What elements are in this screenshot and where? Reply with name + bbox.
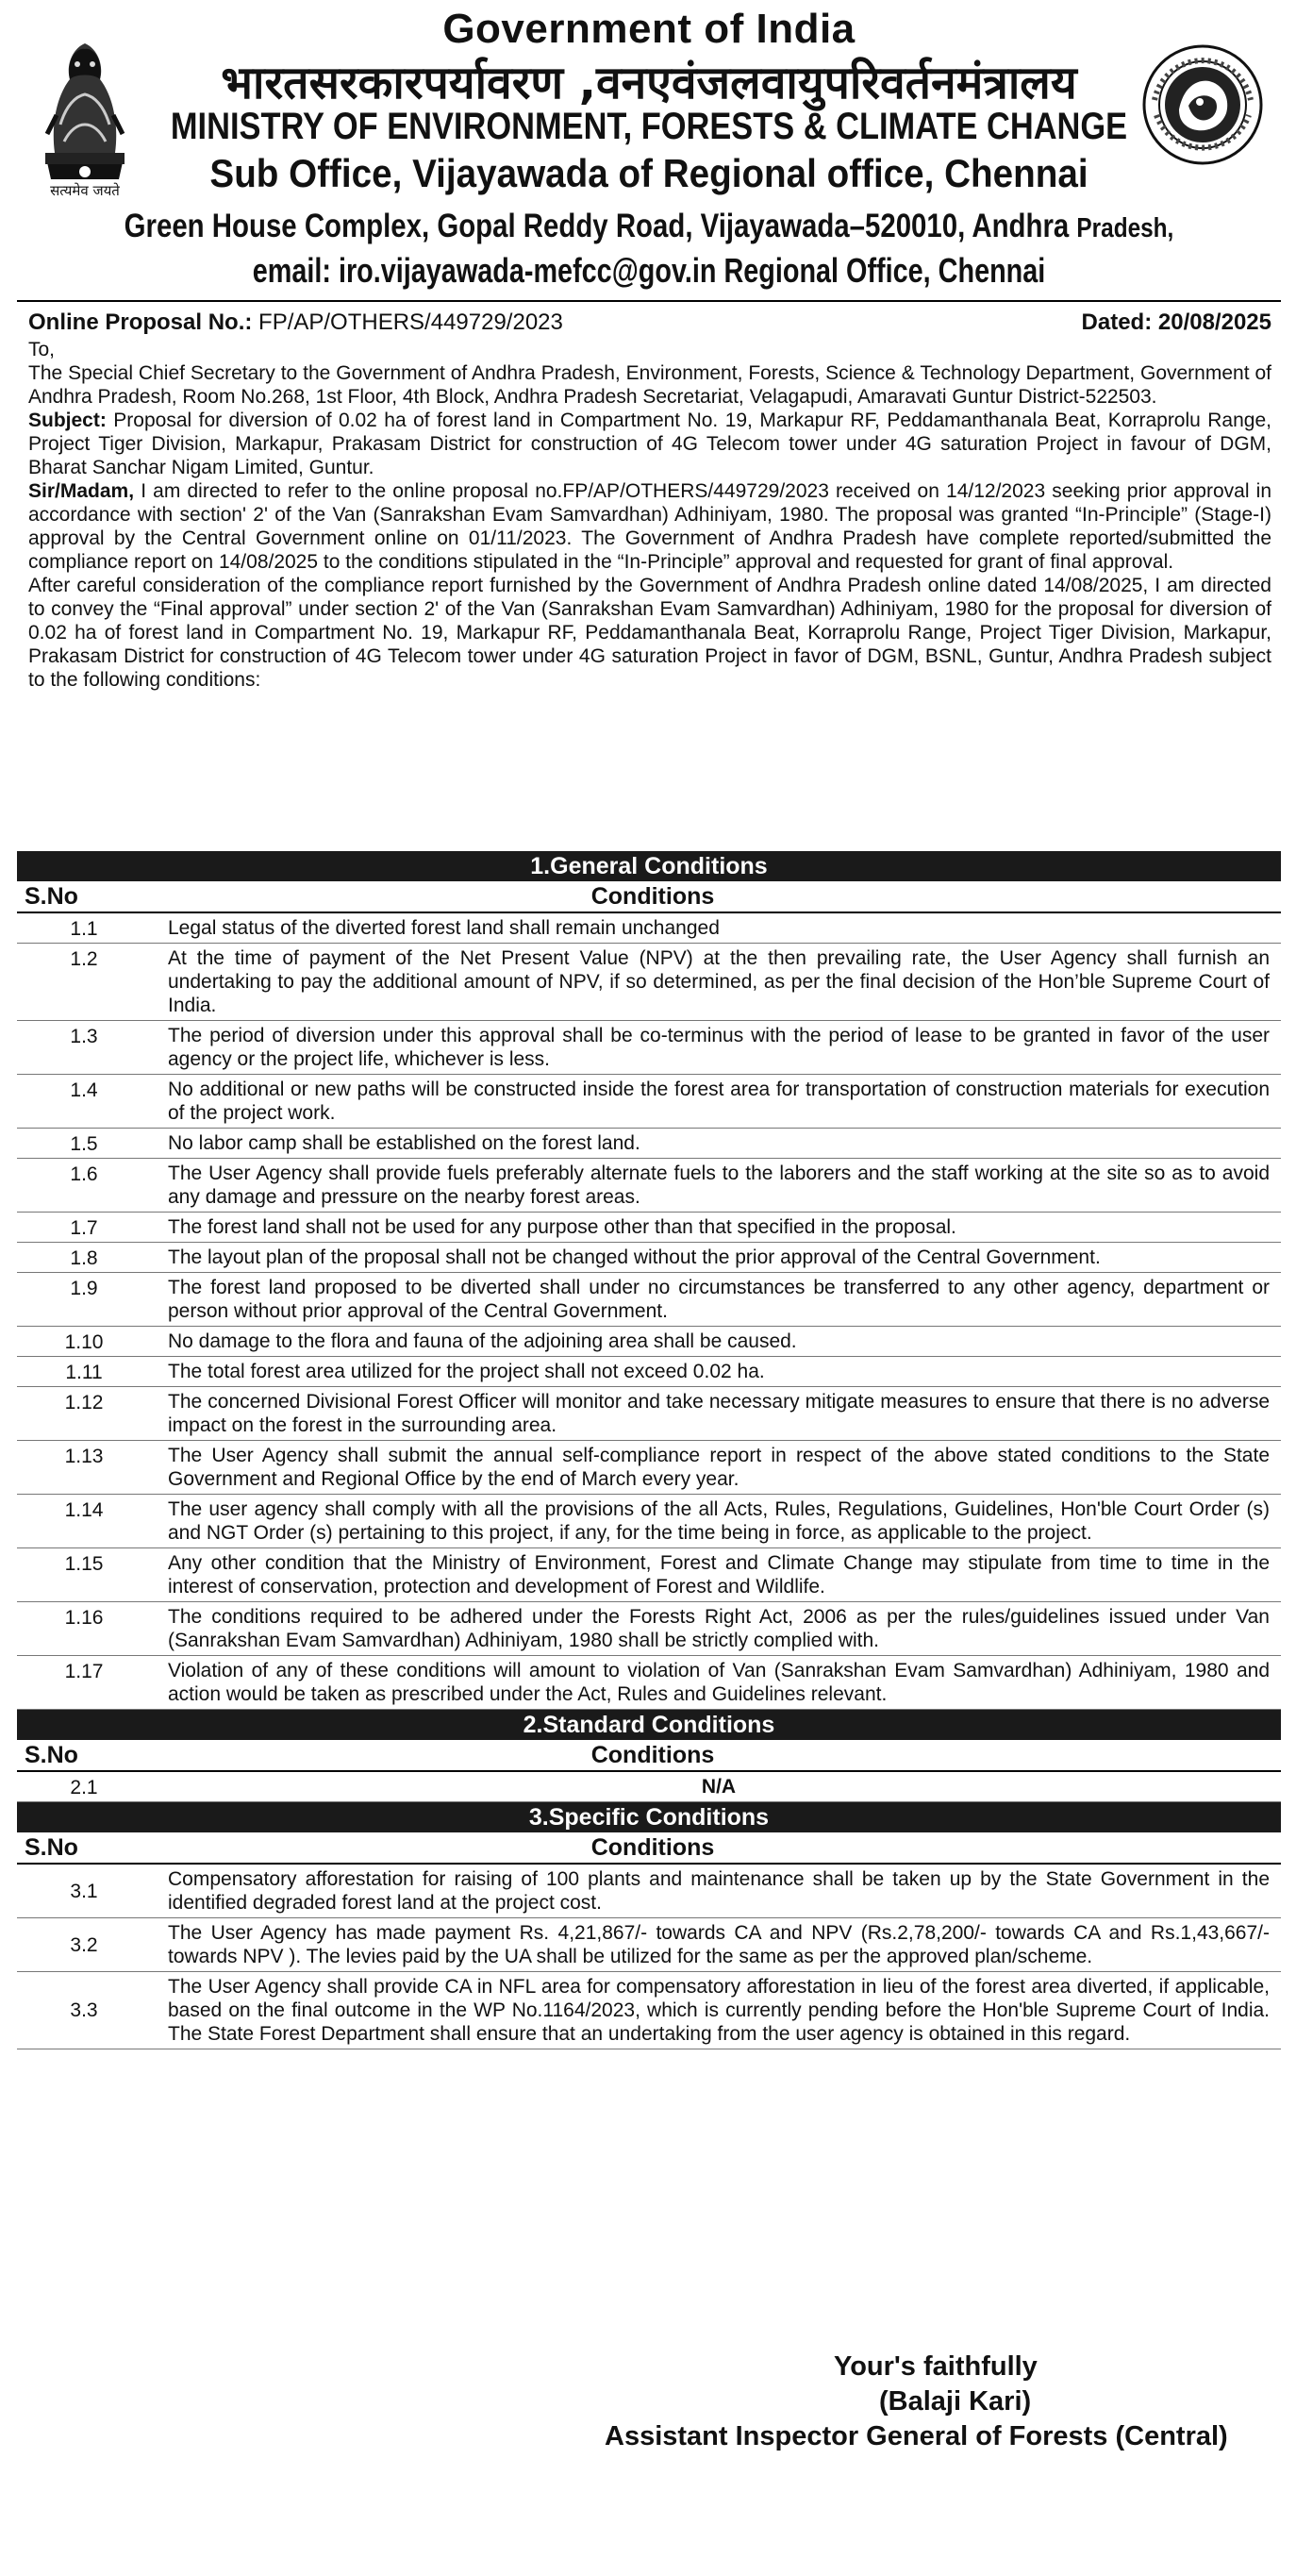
- condition-text: The User Agency has made payment Rs. 4,21,867/- towards CA and NPV (Rs.2,78,200/- towards CA and Rs.1,43,667/- towards NPV ). The levies paid by the UA shall be utilized for the same as per the approved plan/scheme.: [168, 1922, 1270, 1967]
- table-row: [17, 1129, 1281, 1159]
- condition-text: Legal status of the diverted forest land shall remain unchanged: [168, 917, 720, 939]
- table-row: [17, 1075, 1281, 1129]
- header-divider: [17, 300, 1281, 302]
- address-state: Pradesh,: [1076, 213, 1174, 243]
- addressee: The Special Chief Secretary to the Government of Andhra Pradesh, Environment, Forests, Science & Technology Department, Government of Andhra Pradesh, Room No.268, 1st Floor, 4th Block, Andhra Pradesh Secretariat, Velagapudi, Amaravati Guntur District-522503.: [28, 362, 1271, 408]
- salutation: Sir/Madam,: [28, 480, 135, 502]
- table-row: [17, 944, 1281, 1021]
- address-main: Green House Complex, Gopal Reddy Road, Vijayawada–520010, Andhra: [124, 208, 1077, 244]
- condition-text: The forest land shall not be used for any purpose other than that specified in the proposal.: [168, 1216, 956, 1238]
- ministry-hindi-title: भारतसरकारपर्यावरण ,वनएवंजलवायुपरिवर्तनमंत्रालय: [221, 57, 1077, 109]
- signatory-designation: Assistant Inspector General of Forests (Central): [605, 2421, 1228, 2451]
- signatory-name: (Balaji Kari): [879, 2386, 1032, 2417]
- row-number: 1.2: [70, 948, 98, 970]
- row-number: 3.2: [70, 1933, 98, 1956]
- column-conditions: Conditions: [590, 883, 715, 910]
- row-number: 1.11: [65, 1362, 103, 1383]
- proposal-value: FP/AP/OTHERS/449729/2023: [252, 309, 563, 335]
- government-title: Government of India: [442, 6, 856, 52]
- table-row: [17, 1602, 1281, 1656]
- condition-text: N/A: [701, 1776, 737, 1798]
- proposal-label: Online Proposal No.:: [28, 309, 253, 335]
- table-row: [17, 1548, 1281, 1602]
- condition-text: The User Agency shall provide fuels preferably alternate fuels to the laborers and the staff working at the site so as to avoid any damage and pressure on the nearby forest areas.: [168, 1163, 1270, 1208]
- row-number: 1.16: [64, 1607, 104, 1629]
- row-number: 1.9: [70, 1278, 98, 1299]
- row-number: 1.6: [70, 1163, 98, 1185]
- table-row: [17, 1772, 1281, 1802]
- condition-text: At the time of payment of the Net Present Value (NPV) at the then prevailing rate, the User Agency shall furnish an undertaking to pay the additional amount of NPV, if so determined, as per the final decision of the Hon’ble Supreme Court of India.: [168, 947, 1270, 1016]
- table-column-header: [17, 1740, 1281, 1772]
- ministry-title: MINISTRY OF ENVIRONMENT, FORESTS & CLIMATE CHANGE: [170, 106, 1128, 147]
- emblem-caption: सत्यमेव जयते: [50, 182, 120, 199]
- paragraph-1: [28, 479, 1271, 574]
- proposal-number: [28, 308, 563, 338]
- row-number: 3.1: [70, 1880, 98, 1902]
- row-number: 1.7: [70, 1217, 98, 1239]
- column-conditions: Conditions: [590, 1834, 715, 1861]
- table-row: [17, 1021, 1281, 1075]
- section-heading: 2.Standard Conditions: [17, 1710, 1281, 1740]
- table-row: [17, 1243, 1281, 1273]
- condition-text: No additional or new paths will be constructed inside the forest area for transportation of construction materials for execution of the project work.: [168, 1079, 1270, 1124]
- table-column-header: [17, 1832, 1281, 1865]
- condition-text: The User Agency shall submit the annual self-compliance report in respect of the above stated conditions to the State Government and Regional Office by the end of March every year.: [168, 1445, 1270, 1490]
- section-heading: 1.General Conditions: [17, 851, 1281, 881]
- condition-text: The total forest area utilized for the project shall not exceed 0.02 ha.: [168, 1361, 765, 1382]
- letterhead: [17, 0, 1281, 300]
- office-address: [118, 208, 1180, 245]
- row-number: 1.17: [64, 1661, 104, 1682]
- condition-text: No labor camp shall be established on the forest land.: [168, 1132, 640, 1154]
- subject-text: Proposal for diversion of 0.02 ha of forest land in Compartment No. 19, Markapur RF, Peddamanthanala Beat, Korraprolu Range, Project Tiger Division, Markapur, Prakasam District for construction of 4G Telecom tower under 4G saturation Project in favour of DGM, Bharat Sanchar Nigam Limited, Guntur.: [28, 410, 1271, 478]
- office-email: email: iro.vijayawada-mefcc@gov.in Regional Office, Chennai: [252, 251, 1046, 290]
- closing: Your's faithfully: [834, 2351, 1038, 2382]
- column-sno: S.No: [25, 1742, 78, 1768]
- row-number: 1.8: [70, 1247, 98, 1269]
- condition-text: Any other condition that the Ministry of Environment, Forest and Climate Change may stipulate from time to time in the interest of conservation, protection and development of Forest and Wildlife.: [168, 1552, 1270, 1597]
- table-row: [17, 1918, 1281, 1972]
- condition-text: The concerned Divisional Forest Officer will monitor and take necessary mitigate measures to ensure that there is no adverse impact on the forest in the surrounding area.: [168, 1391, 1270, 1436]
- condition-text: Violation of any of these conditions will amount to violation of Van (Sanrakshan Evam Samvardhan) Adhiniyam, 1980 and action would be taken as prescribed under the Act, Rules and Guidelines relevant.: [168, 1660, 1270, 1705]
- condition-text: The period of diversion under this approval shall be co-terminus with the period of lease to be granted in favor of the user agency or the project life, whichever is less.: [168, 1025, 1270, 1070]
- row-number: 1.1: [70, 918, 98, 940]
- paragraph-2: After careful consideration of the compliance report furnished by the Government of Andhra Pradesh online dated 14/08/2025, I am directed to convey the “Final approval” under section 2' of the Van (Sanrakshan Evam Samvardhan) Adhiniyam, 1980 for the proposal for diversion of 0.02 ha of forest land in Compartment No. 19, Markapur RF, Peddamanthanala Beat, Korraprolu Range, Project Tiger Division, Markapur, Prakasam District for construction of 4G Telecom tower under 4G saturation Project in favor of DGM, BSNL, Guntur, Andhra Pradesh subject to the following conditions:: [28, 575, 1271, 691]
- sub-office-title: Sub Office, Vijayawada of Regional office, Chennai: [209, 151, 1088, 195]
- row-number: 2.1: [70, 1777, 98, 1798]
- row-number: 1.14: [64, 1499, 104, 1521]
- condition-text: The user agency shall comply with all the provisions of the all Acts, Rules, Regulations, Guidelines, Hon'ble Court Order (s) and NGT Order (s) pertaining to this project, if any, for the time being in force, as applicable to the project.: [168, 1498, 1270, 1544]
- row-number: 1.5: [70, 1133, 98, 1155]
- column-sno: S.No: [25, 883, 78, 910]
- letter-page: [17, 0, 1281, 2451]
- table-row: [17, 1357, 1281, 1387]
- table-column-header: [17, 881, 1281, 913]
- table-row: [17, 1273, 1281, 1327]
- table-row: [17, 1213, 1281, 1243]
- row-number: 1.15: [64, 1553, 104, 1575]
- row-number: 1.4: [70, 1079, 98, 1101]
- subject-line: [28, 409, 1271, 479]
- table-row: [17, 1327, 1281, 1357]
- table-row: [17, 1865, 1281, 1918]
- to-line: To,: [28, 339, 56, 360]
- section-heading: 3.Specific Conditions: [17, 1802, 1281, 1832]
- condition-text: The layout plan of the proposal shall not be changed without the prior approval of the Central Government.: [168, 1246, 1101, 1268]
- table-row: [17, 1972, 1281, 2049]
- table-row: [17, 1159, 1281, 1213]
- conditions-tables: [17, 851, 1281, 2049]
- condition-text: The User Agency shall provide CA in NFL area for compensatory afforestation in lieu of the forest area diverted, if applicable, based on the final outcome in the WP No.1164/2023, which is currently pending before the Hon'ble Supreme Court of India. The State Forest Department shall ensure that an undertaking from the user agency is obtained in this regard.: [168, 1976, 1270, 2045]
- row-number: 3.3: [70, 1999, 98, 2021]
- column-sno: S.No: [25, 1834, 78, 1861]
- table-row: [17, 1495, 1281, 1548]
- subject-label: Subject:: [28, 410, 107, 431]
- condition-text: The forest land proposed to be diverted shall under no circumstances be transferred to any other agency, department or person without prior approval of the Central Government.: [168, 1277, 1270, 1322]
- table-row: [17, 913, 1281, 944]
- table-row: [17, 1441, 1281, 1495]
- condition-text: The conditions required to be adhered under the Forests Right Act, 2006 as per the rules/guidelines issued under Van (Sanrakshan Evam Samvardhan) Adhiniyam, 1980 shall be strictly complied with.: [168, 1606, 1270, 1651]
- condition-text: Compensatory afforestation for raising of 100 plants and maintenance shall be taken up by the State Government in the identified degraded forest land at the project cost.: [168, 1868, 1270, 1914]
- table-row: [17, 1656, 1281, 1710]
- condition-text: No damage to the flora and fauna of the adjoining area shall be caused.: [168, 1330, 797, 1352]
- row-number: 1.3: [70, 1026, 98, 1047]
- row-number: 1.13: [64, 1446, 104, 1467]
- proposal-line: [28, 308, 1271, 338]
- letter-date: Dated: 20/08/2025: [1081, 309, 1271, 335]
- row-number: 1.10: [64, 1331, 104, 1353]
- table-row: [17, 1387, 1281, 1441]
- row-number: 1.12: [64, 1392, 104, 1413]
- paragraph-1-text: I am directed to refer to the online proposal no.FP/AP/OTHERS/449729/2023 received on 14/12/2023 seeking prior approval in accordance with section' 2' of the Van (Sanrakshan Evam Samvardhan) Adhiniyam, 1980. The proposal was granted “In-Principle” (Stage-I) approval by the Central Government online on 01/11/2023. The Government of Andhra Pradesh have complete reported/submitted the compliance report on 14/08/2025 to the conditions stipulated in the “In-Principle” approval and requested for grant of final approval.: [28, 480, 1271, 573]
- column-conditions: Conditions: [590, 1742, 715, 1768]
- letter-body: [28, 308, 1271, 692]
